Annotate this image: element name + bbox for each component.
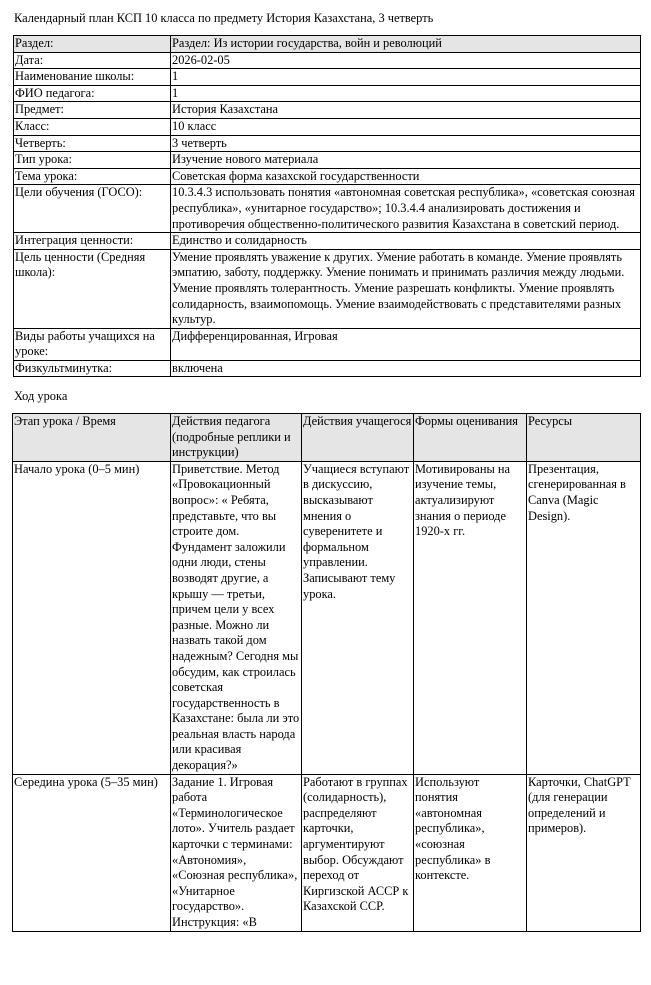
info-row <box>14 168 641 185</box>
info-value: 10 класс <box>171 118 641 135</box>
info-value: История Казахстана <box>171 102 641 119</box>
table-header-row <box>13 414 641 462</box>
info-label: Виды работы учащихся на уроке: <box>14 328 171 360</box>
info-row <box>14 135 641 152</box>
info-value: Раздел: Из истории государства, войн и революций <box>171 36 641 53</box>
cell-students: Учащиеся вступают в дискуссию, высказывают мнения о суверенитете и формальном управлении. Записывают тему урока. <box>302 461 414 774</box>
info-label: Наименование школы: <box>14 69 171 86</box>
info-row <box>14 152 641 169</box>
info-row <box>14 36 641 53</box>
info-label: Тема урока: <box>14 168 171 185</box>
info-label: Раздел: <box>14 36 171 53</box>
lesson-info-table <box>13 35 641 377</box>
info-label: ФИО педагога: <box>14 85 171 102</box>
info-value: Дифференцированная, Игровая <box>171 328 641 360</box>
info-row <box>14 185 641 233</box>
column-header: Ресурсы <box>527 414 641 462</box>
table-row <box>13 461 641 774</box>
cell-resources: Презентация, сгенерированная в Canva (Magic Design). <box>527 461 641 774</box>
info-row <box>14 233 641 250</box>
document-title: Календарный план КСП 10 класса по предмету История Казахстана, 3 четверть <box>14 11 434 25</box>
info-label: Интеграция ценности: <box>14 233 171 250</box>
info-row <box>14 360 641 377</box>
info-value: 1 <box>171 85 641 102</box>
info-row <box>14 85 641 102</box>
cell-teacher: Приветствие. Метод «Провокационный вопрос»: « Ребята, представьте, что вы строите дом. Фундамент заложили одни люди, стены возводят другие, а крышу — третьи, причем цели у всех разные. Можно ли назвать такой дом надежным? Сегодня мы обсудим, как строилась советская государственность в Казахстане: была ли это реальная власть народа или красивая декорация?» <box>171 461 302 774</box>
info-row <box>14 328 641 360</box>
cell-teacher: Задание 1. Игровая работа «Терминологическое лото». Учитель раздает карточки с терминами: «Автономия», «Союзная республика», «Унитарное государство». Инструкция: «В <box>171 774 302 931</box>
info-value: Изучение нового материала <box>171 152 641 169</box>
info-value: включена <box>171 360 641 377</box>
info-label: Четверть: <box>14 135 171 152</box>
cell-stage: Начало урока (0–5 мин) <box>13 461 171 774</box>
cell-students: Работают в группах (солидарность), распределяют карточки, аргументируют выбор. Обсуждают переход от Киргизской АССР к Казахской ССР. <box>302 774 414 931</box>
column-header: Действия педагога (подробные реплики и инструкции) <box>171 414 302 462</box>
info-label: Класс: <box>14 118 171 135</box>
info-value: 3 четверть <box>171 135 641 152</box>
info-row <box>14 118 641 135</box>
column-header: Формы оценивания <box>414 414 527 462</box>
column-header: Действия учащегося <box>302 414 414 462</box>
cell-stage: Середина урока (5–35 мин) <box>13 774 171 931</box>
table-row <box>13 774 641 931</box>
info-label: Предмет: <box>14 102 171 119</box>
info-label: Тип урока: <box>14 152 171 169</box>
info-value: Умение проявлять уважение к других. Умение работать в команде. Умение проявлять эмпатию, заботу, поддержку. Умение понимать и принимать различия между людьми. Умение проявлять толерантность. Умение разрешать конфликты. Умение проявлять солидарность, взаимопомощь. Умение взаимодействовать с представителями разных культур. <box>171 249 641 328</box>
info-value: 1 <box>171 69 641 86</box>
info-row <box>14 249 641 328</box>
info-value: 2026-02-05 <box>171 52 641 69</box>
info-label: Цели обучения (ГОСО): <box>14 185 171 233</box>
info-label: Цель ценности (Средняя школа): <box>14 249 171 328</box>
cell-assessment: Мотивированы на изучение темы, актуализируют знания о периоде 1920-х гг. <box>414 461 527 774</box>
lesson-progress-title: Ход урока <box>14 389 68 403</box>
info-row <box>14 102 641 119</box>
column-header: Этап урока / Время <box>13 414 171 462</box>
info-value: Единство и солидарность <box>171 233 641 250</box>
info-label: Физкультминутка: <box>14 360 171 377</box>
cell-resources: Карточки, ChatGPT (для генерации определений и примеров). <box>527 774 641 931</box>
lesson-progress-table <box>12 413 641 932</box>
info-row <box>14 52 641 69</box>
cell-assessment: Используют понятия «автономная республика», «союзная республика» в контексте. <box>414 774 527 931</box>
info-value: Советская форма казахской государственности <box>171 168 641 185</box>
info-value: 10.3.4.3 использовать понятия «автономная советская республика», «советская союзная республика», «унитарное государство»; 10.3.4.4 анализировать достижения и противоречия общественно-политического развития Казахстана в советский период. <box>171 185 641 233</box>
info-label: Дата: <box>14 52 171 69</box>
info-row <box>14 69 641 86</box>
